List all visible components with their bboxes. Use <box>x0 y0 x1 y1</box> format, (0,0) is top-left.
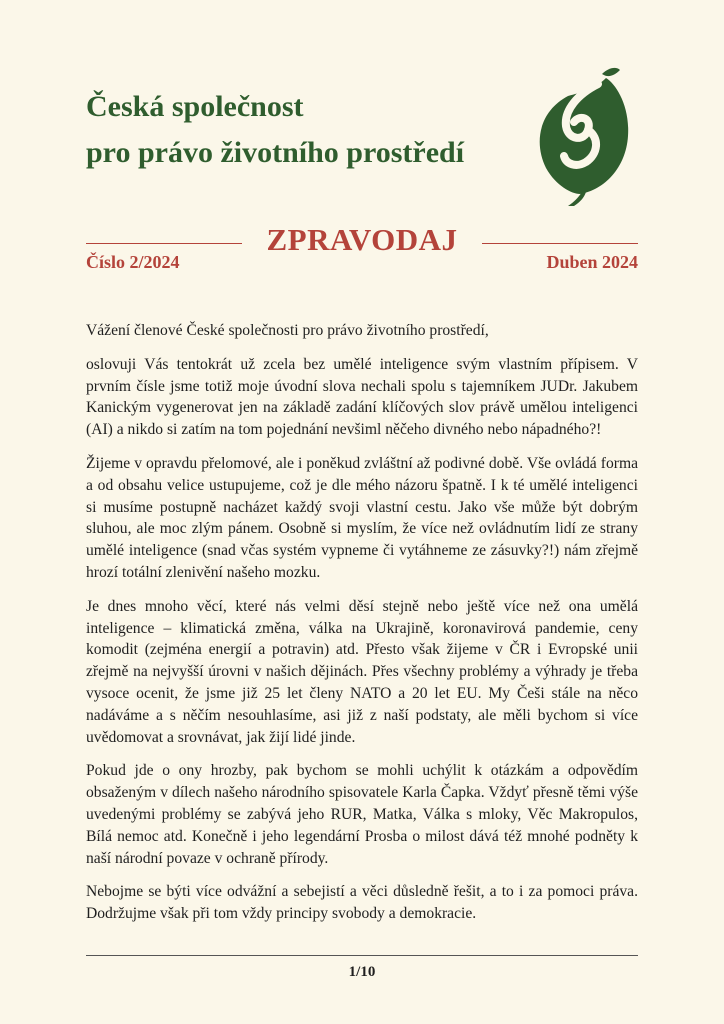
editorial-body <box>86 320 638 937</box>
issue-number: Číslo 2/2024 <box>86 252 180 272</box>
salutation: Vážení členové České společnosti pro právo životního prostředí, <box>86 322 489 339</box>
leaf-logo-icon <box>528 64 636 206</box>
paragraph: Je dnes mnoho věcí, které nás velmi děsí stejně nebo ještě více než ona umělá inteligence – klimatická změna, válka na Ukrajině, koronavirová pandemie, ceny komodit (zejména energií a potravin) atd. Přesto však žijeme v ČR i Evropské unii zřejmě na nejvyšší úrovni v našich dějinách. Přes všechny problémy a výhrady je třeba vysoce ocenit, že jsme již 25 let členy NATO a 20 let EU. My Češi stále na něco nadáváme a s něčím nesouhlasíme, asi již z naší podstaty, ale měli bychom si více uvědomovat a srovnávat, jak žijí lidé jinde. <box>86 597 638 746</box>
masthead-rule-right <box>482 243 638 244</box>
paragraph: Nebojme se býti více odvážní a sebejistí a věci důsledně řešit, a to i za pomoci práva. Dodržujme však při tom vždy principy svobody a demokracie. <box>86 883 638 923</box>
masthead-rule-left <box>86 243 242 244</box>
paragraph: Žijeme v opravdu přelomové, ale i poněkud zvláštní až podivné době. Vše ovládá forma a od obsahu velice ustupujeme, což je dle mého názoru špatně. I k té umělé inteligenci si musíme postupně nacházet každý svoji vlastní cestu. Jako vše může být dobrým sluhou, ale moc zlým pánem. Osobně si myslím, že více než ovládnutím lidí ze strany umělé inteligence (snad včas systém vypneme či vytáhneme ze zásuvky?!) nám zřejmě hrozí totální zlenivění našeho mozku. <box>86 454 638 581</box>
organization-name <box>86 84 464 176</box>
organization-name-line2: pro právo životního prostředí <box>86 136 465 169</box>
paragraph: Pokud jde o ony hrozby, pak bychom se mohli uchýlit k otázkám a odpovědím obsaženým v dílech našeho národního spisovatele Karla Čapka. Vždyť přesně těmi výše uvedenými problémy se zabývá jeho RUR, Matka, Válka s mloky, Věc Makropulos, Bílá nemoc atd. Konečně i jeho legendární Prosba o milost dává též mnohé podněty k naší národní povaze v ochraně přírody. <box>86 762 638 867</box>
issue-date: Duben 2024 <box>546 252 638 272</box>
paragraph: oslovuji Vás tentokrát už zcela bez umělé inteligence svým vlastním přípisem. V prvním čísle jsme totiž moje úvodní slova nechali spolu s tajemníkem JUDr. Jakubem Kanickým vygenerovat jen na základě zadání klíčových slov právě umělou inteligenci (AI) a nikdo si zatím na tom pojednání nevšiml něčeho divného nebo nápadného?! <box>86 355 638 439</box>
organization-name-line1: Česká společnost <box>86 90 304 123</box>
footer-divider <box>86 955 638 956</box>
page-number: 1/10 <box>348 964 376 980</box>
masthead-title: ZPRAVODAJ <box>266 222 458 257</box>
